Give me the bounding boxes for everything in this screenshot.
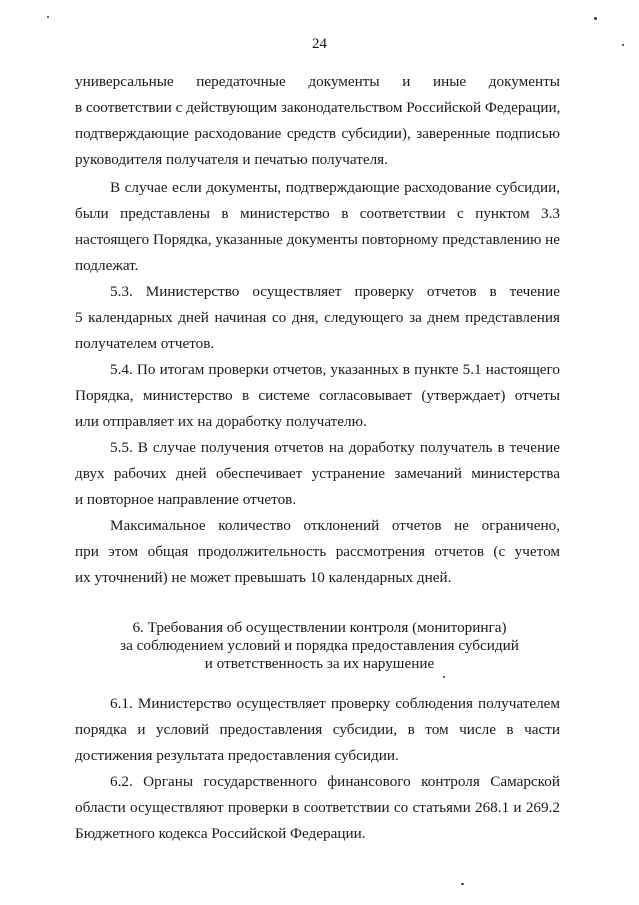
text-line: 6.1. Министерство осуществляет проверку соблюдения получателем [110, 695, 560, 712]
text-line: подтверждающие расходование средств субсидии), заверенные подписью [75, 125, 560, 142]
text-line: В случае если документы, подтверждающие расходование субсидии, [110, 179, 560, 196]
section-heading-line: и ответственность за их нарушение [204, 655, 435, 672]
text-line: 5.3. Министерство осуществляет проверку отчетов в течение [110, 283, 560, 300]
page-number: 24 [312, 36, 327, 52]
scan-speck [461, 883, 464, 885]
text-line: 6.2. Органы государственного финансового контроля Самарской [110, 773, 560, 790]
text-line: настоящего Порядка, указанные документы повторному представлению не [75, 231, 561, 248]
text-line: были представлены в министерство в соответствии с пунктом 3.3 [75, 205, 560, 222]
text-line: в соответствии с действующим законодательством Российской Федерации, [75, 99, 561, 116]
text-line: их уточнений) не может превышать 10 календарных дней. [75, 569, 452, 586]
text-line: универсальные передаточные документы и иные документы [75, 73, 560, 90]
text-line: получателем отчетов. [75, 335, 215, 352]
text-line: области осуществляют проверки в соответствии со статьями 268.1 и 269.2 [75, 799, 560, 816]
scan-speck [622, 44, 624, 46]
section-heading-line: 6. Требования об осуществлении контроля (мониторинга) [132, 619, 507, 636]
text-line: двух рабочих дней обеспечивает устранение замечаний министерства [75, 465, 560, 482]
text-line: 5.5. В случае получения отчетов на доработку получатель в течение [110, 439, 560, 456]
scan-speck [443, 676, 445, 678]
text-line: 5 календарных дней начиная со дня, следующего за днем представления [75, 309, 560, 326]
text-line: подлежат. [75, 257, 139, 274]
text-line: при этом общая продолжительность рассмотрения отчетов (с учетом [75, 543, 560, 560]
text-line: достижения результата предоставления субсидии. [75, 747, 399, 764]
text-line: Бюджетного кодекса Российской Федерации. [75, 825, 366, 842]
text-line: Порядка, министерство в системе согласовывает (утверждает) отчеты [75, 387, 560, 404]
text-line: 5.4. По итогам проверки отчетов, указанных в пункте 5.1 настоящего [110, 361, 560, 378]
text-line: руководителя получателя и печатью получателя. [75, 151, 388, 168]
text-line: Максимальное количество отклонений отчетов не ограничено, [110, 517, 560, 534]
text-line: порядка и условий предоставления субсидии, в том числе в части [75, 721, 560, 738]
text-line: и повторное направление отчетов. [75, 491, 297, 508]
section-heading-line: за соблюдением условий и порядка предоставления субсидий [120, 637, 519, 654]
scan-speck [47, 16, 49, 18]
text-line: или отправляет их на доработку получателю. [75, 413, 367, 430]
scan-speck [594, 17, 597, 20]
